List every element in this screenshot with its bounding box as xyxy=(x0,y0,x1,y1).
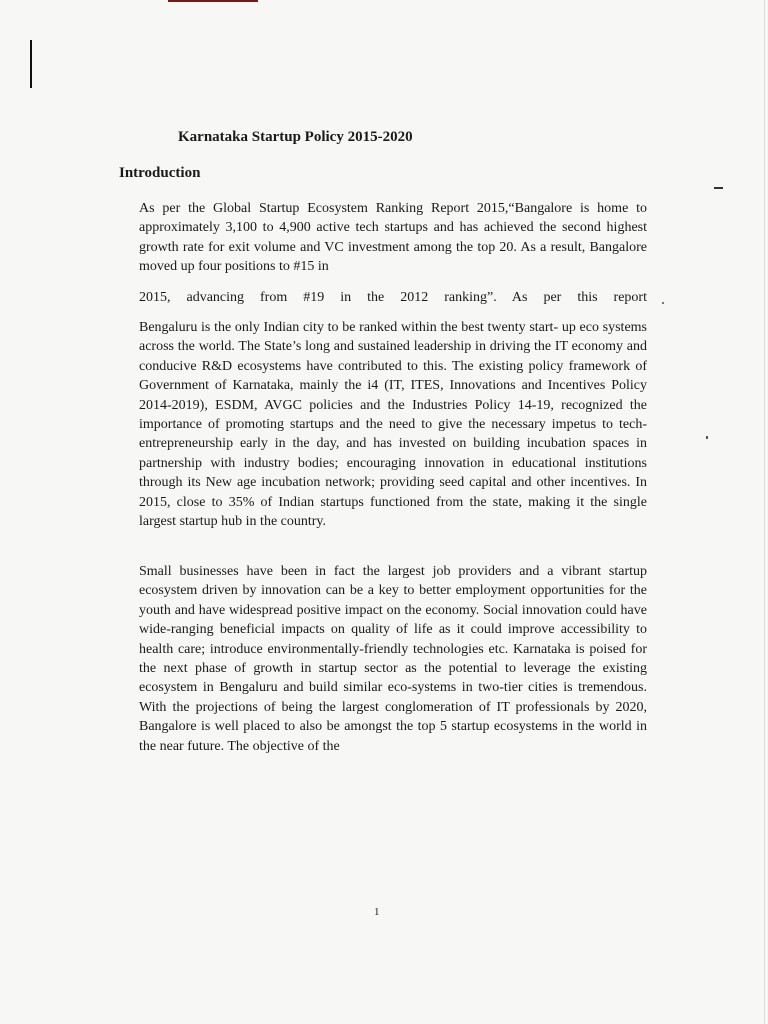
scan-speck xyxy=(706,436,708,439)
page-edge xyxy=(764,0,765,1024)
paragraph-1: As per the Global Startup Ecosystem Ranking Report 2015,“Bangalore is home to approximately 3,100 to 4,900 active tech startups and has achieved the second highest growth rate for exit volume and VC investment among the top 20. As a result, Bangalore moved up four positions to #15 in xyxy=(139,201,647,275)
paragraph-4: Small businesses have been in fact the largest job providers and a vibrant startup ecosystem driven by innovation can be a key to better employment opportunities for the youth and have widespread positive impact on the economy. Social innovation could have wide-ranging beneficial impacts on quality of life as it could improve accessibility to health care; introduce environmentally-friendly technologies etc. Karnataka is poised for the next phase of growth in startup sector as the potential to leverage the existing ecosystem in Bengaluru and build similar eco-systems in two-tier cities is tremendous. With the projections of being the largest conglomeration of IT professionals by 2020, Bangalore is well placed to also be amongst the top 5 startup ecosystems in the world in the near future. The objective of the xyxy=(139,564,647,754)
scan-speck xyxy=(662,302,664,304)
scan-dash-mark xyxy=(714,187,723,189)
paragraph-2: 2015, advancing from #19 in the 2012 ranking”. As per this report xyxy=(139,290,647,305)
scan-margin-mark xyxy=(30,40,32,88)
scan-top-mark xyxy=(168,0,258,2)
document-title: Karnataka Startup Policy 2015-2020 xyxy=(178,129,413,145)
paragraph-3: Bengaluru is the only Indian city to be ranked within the best twenty start- up eco systems across the world. The State’s long and sustained leadership in driving the IT economy and conducive R&D ecosystems have contributed to this. The existing policy framework of Government of Karnataka, mainly the i4 (IT, ITES, Innovations and Incentives Policy 2014-2019), ESDM, AVGC policies and the Industries Policy 14-19, recognized the importance of promoting startups and the need to give the necessary impetus to tech- entrepreneurship early in the day, and has invested on building incubation spaces in partnership with industry bodies; encouraging innovation in educational institutions through its New age incubation network; providing seed capital and other incentives. In 2015, close to 35% of Indian startups functioned from the state, making it the single largest startup hub in the country. xyxy=(139,320,647,530)
section-heading: Introduction xyxy=(119,165,201,181)
page-number: 1 xyxy=(374,906,380,918)
